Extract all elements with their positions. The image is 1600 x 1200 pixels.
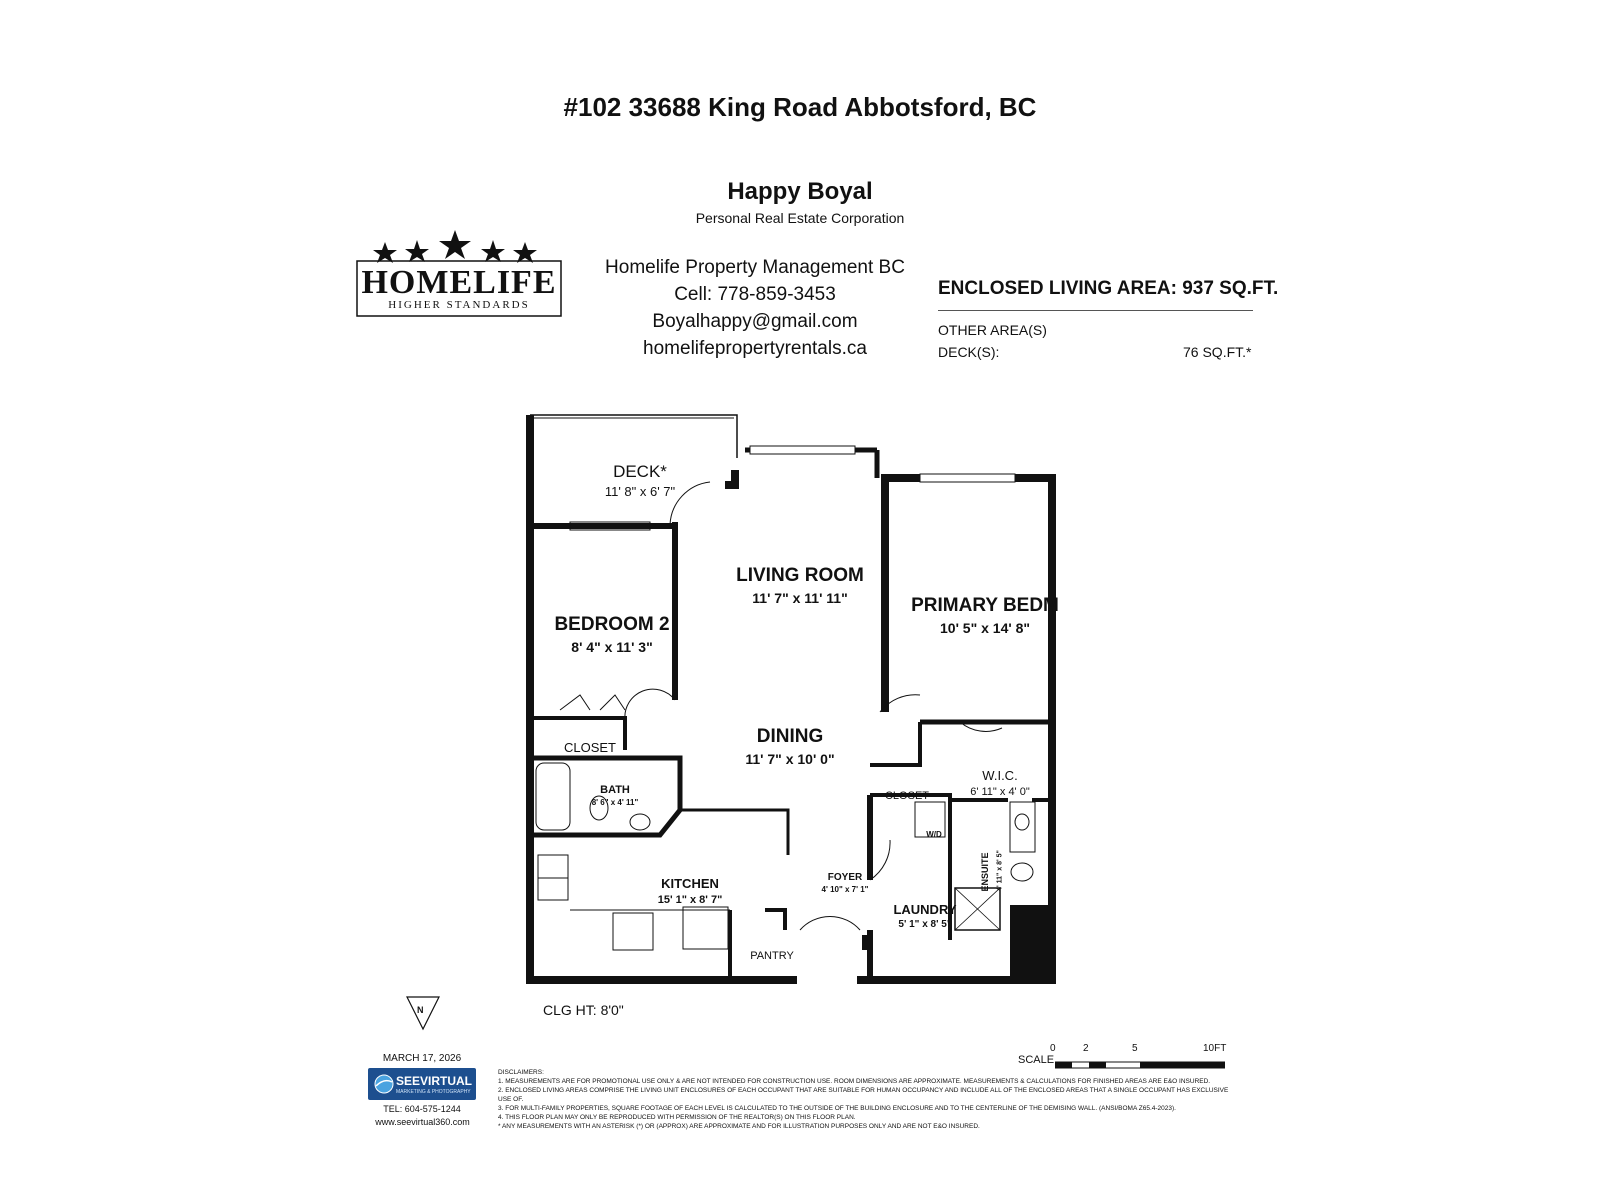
ceiling-height: CLG HT: 8'0"	[543, 1002, 624, 1018]
contact-company: Homelife Property Management BC	[605, 257, 905, 278]
room-label-deck: DECK*	[613, 462, 667, 481]
enclosed-area-label: ENCLOSED LIVING AREA: 937 SQ.FT.	[938, 278, 1279, 299]
logo-tagline: HIGHER STANDARDS	[388, 299, 530, 311]
room-dims-wic: 6' 11" x 4' 0"	[970, 786, 1030, 798]
room-label-ensuite: ENSUITE	[980, 852, 990, 892]
room-dims-laundry: 5' 1" x 8' 5"	[898, 919, 952, 930]
scale-tick-2: 2	[1083, 1043, 1089, 1054]
room-label-foyer: FOYER	[827, 872, 863, 883]
disclaimers	[498, 1068, 1238, 1131]
room-dims-bedroom2: 8' 4" x 11' 3"	[571, 639, 653, 655]
contact-cell: Cell: 778-859-3453	[674, 284, 836, 305]
north-arrow-icon	[405, 995, 441, 1031]
room-label-laundry: LAUNDRY	[893, 902, 957, 917]
agent-name: Happy Boyal	[727, 178, 873, 205]
room-dims-deck: 11' 8" x 6' 7"	[604, 484, 676, 499]
disclaimer-line: 4. THIS FLOOR PLAN MAY ONLY BE REPRODUCED WITH PERMISSION OF THE REALTOR(S) ON THIS FLOOR PLAN.	[498, 1114, 856, 1121]
disclaimer-line: 2. ENCLOSED LIVING AREAS COMPRISE THE LIVING UNIT ENCLOSURES OF EACH OCCUPANT THAT ARE SUITABLE FOR HUMAN OCCUPANCY AND INCLUDE ALL OF THE ENCLOSED AREAS THAT A SINGLE OCCUPANT HAS EXCLUSIVE USE OF.	[498, 1087, 1229, 1103]
room-label-bedroom2: BEDROOM 2	[554, 614, 670, 635]
seevirtual-name: SEEVIRTUAL	[396, 1074, 473, 1088]
other-areas-label: OTHER AREA(S)	[938, 322, 1047, 338]
seevirtual-sub: MARKETING & PHOTOGRAPHY	[396, 1089, 471, 1095]
scale-tick-5: 5	[1132, 1043, 1138, 1054]
logo-brand: HOMELIFE	[361, 264, 557, 301]
contact-email[interactable]: Boyalhappy@gmail.com	[652, 311, 858, 332]
room-dims-ensuite: 4' 11" x 8' 5"	[996, 850, 1004, 891]
deck-area-label: DECK(S):	[938, 344, 1000, 360]
company-web[interactable]: www.seevirtual360.com	[375, 1117, 470, 1127]
disclaimer-heading: DISCLAIMERS:	[498, 1069, 544, 1076]
divider	[938, 310, 1253, 311]
room-label-dining: DINING	[756, 726, 824, 747]
room-dims-foyer: 4' 10" x 7' 1"	[821, 885, 869, 894]
room-label-closet-mid: CLOSET	[884, 790, 929, 802]
contact-website[interactable]: homelifepropertyrentals.ca	[643, 338, 867, 359]
seevirtual-logo	[368, 1068, 476, 1100]
room-label-living: LIVING ROOM	[736, 565, 864, 586]
room-label-bath: BATH	[600, 784, 630, 796]
room-label-primary: PRIMARY BEDM	[911, 595, 1059, 616]
room-label-wic: W.I.C.	[982, 768, 1018, 783]
homelife-logo	[355, 228, 573, 320]
disclaimer-line: 3. FOR MULTI-FAMILY PROPERTIES, SQUARE FOOTAGE OF EACH LEVEL IS CALCULATED TO THE OUTSIDE OF THE BUILDING ENCLOSURE AND TO THE CENTERLINE OF THE DEMISING WALL. (ANSI/BOMA Z65.4-2023).	[498, 1105, 1176, 1112]
scale-tick-0: 0	[1050, 1043, 1056, 1054]
room-dims-primary: 10' 5" x 14' 8"	[940, 620, 1030, 636]
room-label-wd: W/D	[926, 830, 942, 839]
north-label: N	[417, 1005, 424, 1015]
room-dims-bath: 8' 6" x 4' 11"	[591, 798, 639, 807]
disclaimer-line: 1. MEASUREMENTS ARE FOR PROMOTIONAL USE ONLY & ARE NOT INTENDED FOR CONSTRUCTION USE. ROOM DIMENSIONS ARE APPROXIMATE. MEASUREMENTS & CALCULATIONS FOR FINISHED AREAS ARE E&O INSURED.	[498, 1078, 1211, 1085]
room-label-kitchen: KITCHEN	[661, 876, 719, 891]
deck-area-value: 76 SQ.FT.*	[1183, 344, 1252, 360]
disclaimer-line: * ANY MEASUREMENTS WITH AN ASTERISK (*) OR (APPROX) ARE APPROXIMATE AND FOR ILLUSTRATION PURPOSES ONLY AND ARE NOT E&O INSURED.	[498, 1123, 980, 1130]
agent-title: Personal Real Estate Corporation	[695, 210, 905, 226]
page-title: #102 33688 King Road Abbotsford, BC	[563, 92, 1037, 122]
globe-icon	[374, 1074, 394, 1094]
room-dims-living: 11' 7" x 11' 11"	[752, 590, 848, 606]
scale-label: SCALE	[1018, 1054, 1055, 1066]
room-label-pantry: PANTRY	[750, 950, 794, 962]
plan-date: MARCH 17, 2026	[382, 1053, 462, 1064]
room-dims-dining: 11' 7" x 10' 0"	[745, 751, 835, 767]
scale-tick-10: 10FT	[1203, 1043, 1227, 1054]
room-label-closet-left: CLOSET	[563, 740, 616, 755]
company-tel: TEL: 604-575-1244	[383, 1104, 461, 1114]
room-dims-kitchen: 15' 1" x 8' 7"	[657, 894, 723, 906]
